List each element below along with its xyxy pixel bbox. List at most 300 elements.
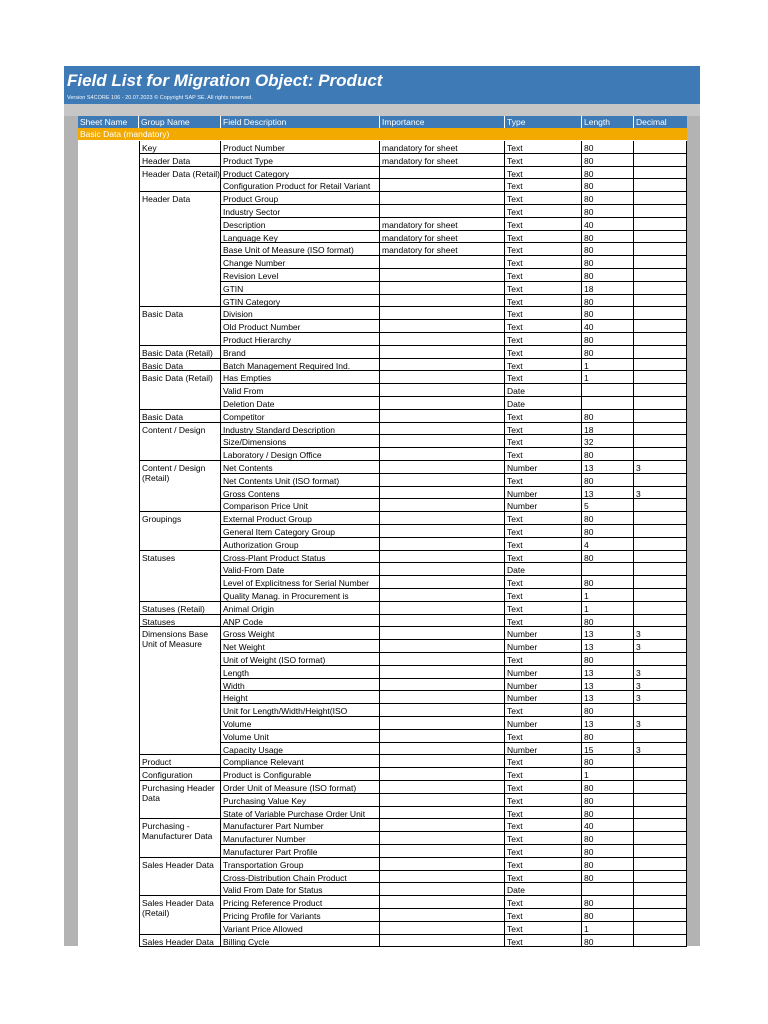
group-name-cell: Basic Data — [139, 307, 221, 345]
group-name-cell: Header Data (Retail) — [139, 167, 221, 193]
field-description-cell: Batch Management Required Ind. — [221, 359, 380, 372]
decimal-cell — [634, 179, 687, 192]
column-header-group-name: Group Name — [139, 116, 221, 128]
field-description-cell: Industry Sector — [221, 205, 380, 218]
decimal-cell — [634, 243, 687, 256]
section-basic-data-mandatory: Basic Data (mandatory) — [78, 128, 687, 140]
importance-cell — [380, 704, 505, 717]
importance-cell — [380, 551, 505, 564]
decimal-cell — [634, 295, 687, 308]
importance-cell: mandatory for sheet — [380, 141, 505, 154]
type-cell: Text — [505, 615, 582, 628]
importance-cell — [380, 474, 505, 487]
type-cell: Text — [505, 346, 582, 359]
type-cell: Number — [505, 627, 582, 640]
importance-cell — [380, 295, 505, 308]
length-cell: 1 — [582, 589, 634, 602]
length-cell: 80 — [582, 512, 634, 525]
length-cell: 80 — [582, 474, 634, 487]
importance-cell — [380, 167, 505, 180]
column-header-length: Length — [582, 116, 634, 128]
decimal-cell — [634, 307, 687, 320]
length-cell: 18 — [582, 423, 634, 436]
length-cell: 13 — [582, 691, 634, 704]
importance-cell — [380, 871, 505, 884]
length-cell: 1 — [582, 371, 634, 384]
length-cell: 80 — [582, 154, 634, 167]
group-name-cell: Sales Header Data — [139, 935, 221, 948]
decimal-cell: 3 — [634, 461, 687, 474]
decimal-cell — [634, 218, 687, 231]
group-name-cell: Sales Header Data (Retail) — [139, 896, 221, 934]
decimal-cell — [634, 551, 687, 564]
type-cell: Text — [505, 909, 582, 922]
length-cell: 80 — [582, 256, 634, 269]
length-cell: 80 — [582, 179, 634, 192]
field-description-cell: Base Unit of Measure (ISO format) — [221, 243, 380, 256]
decimal-cell — [634, 858, 687, 871]
column-header-type: Type — [505, 116, 582, 128]
importance-cell: mandatory for sheet — [380, 154, 505, 167]
decimal-cell: 3 — [634, 640, 687, 653]
decimal-cell — [634, 154, 687, 167]
importance-cell: mandatory for sheet — [380, 218, 505, 231]
type-cell: Text — [505, 333, 582, 346]
decimal-cell — [634, 576, 687, 589]
decimal-cell — [634, 832, 687, 845]
importance-cell — [380, 435, 505, 448]
type-cell: Text — [505, 781, 582, 794]
importance-cell — [380, 819, 505, 832]
field-description-cell: Valid-From Date — [221, 563, 380, 576]
decimal-cell — [634, 922, 687, 935]
length-cell: 80 — [582, 307, 634, 320]
field-description-cell: Manufacturer Number — [221, 832, 380, 845]
decimal-cell — [634, 435, 687, 448]
importance-cell — [380, 602, 505, 615]
field-description-cell: Pricing Reference Product — [221, 896, 380, 909]
field-description-cell: Net Weight — [221, 640, 380, 653]
field-description-cell: Configuration Product for Retail Variant — [221, 179, 380, 192]
group-name-cell: Key — [139, 141, 221, 154]
type-cell: Text — [505, 871, 582, 884]
field-description-cell: Billing Cycle — [221, 935, 380, 948]
length-cell: 80 — [582, 845, 634, 858]
field-description-cell: External Product Group — [221, 512, 380, 525]
length-cell: 80 — [582, 525, 634, 538]
decimal-cell — [634, 935, 687, 948]
length-cell: 80 — [582, 781, 634, 794]
importance-cell — [380, 909, 505, 922]
field-description-cell: Pricing Profile for Variants — [221, 909, 380, 922]
length-cell: 80 — [582, 871, 634, 884]
field-description-cell: Variant Price Allowed — [221, 922, 380, 935]
decimal-cell — [634, 359, 687, 372]
type-cell: Text — [505, 576, 582, 589]
decimal-cell — [634, 320, 687, 333]
field-description-cell: Cross-Distribution Chain Product — [221, 871, 380, 884]
page-header — [64, 66, 700, 104]
group-name-cell: Content / Design — [139, 423, 221, 461]
right-margin-bar — [687, 116, 700, 946]
field-description-cell: Revision Level — [221, 269, 380, 282]
type-cell: Date — [505, 883, 582, 896]
decimal-cell — [634, 512, 687, 525]
length-cell: 40 — [582, 819, 634, 832]
field-description-cell: Net Contents Unit (ISO format) — [221, 474, 380, 487]
importance-cell — [380, 397, 505, 410]
type-cell: Text — [505, 282, 582, 295]
header-divider-strip — [64, 104, 700, 116]
decimal-cell — [634, 423, 687, 436]
type-cell: Date — [505, 384, 582, 397]
importance-cell — [380, 448, 505, 461]
importance-cell — [380, 256, 505, 269]
decimal-cell — [634, 807, 687, 820]
field-description-cell: Competitor — [221, 410, 380, 423]
importance-cell — [380, 512, 505, 525]
importance-cell — [380, 768, 505, 781]
length-cell: 80 — [582, 448, 634, 461]
group-name-cell: Product — [139, 755, 221, 768]
length-cell: 15 — [582, 743, 634, 756]
length-cell: 13 — [582, 640, 634, 653]
type-cell: Text — [505, 256, 582, 269]
decimal-cell — [634, 499, 687, 512]
type-cell: Text — [505, 755, 582, 768]
field-description-cell: Authorization Group — [221, 538, 380, 551]
type-cell: Text — [505, 218, 582, 231]
field-description-cell: Valid From — [221, 384, 380, 397]
length-cell: 5 — [582, 499, 634, 512]
importance-cell — [380, 896, 505, 909]
group-name-cell: Basic Data (Retail) — [139, 346, 221, 359]
importance-cell — [380, 192, 505, 205]
group-name-cell: Dimensions Base Unit of Measure — [139, 627, 221, 755]
decimal-cell — [634, 704, 687, 717]
type-cell: Text — [505, 935, 582, 948]
importance-cell — [380, 640, 505, 653]
group-name-cell: Purchasing - Manufacturer Data — [139, 819, 221, 857]
importance-cell — [380, 832, 505, 845]
importance-cell: mandatory for sheet — [380, 231, 505, 244]
decimal-cell: 3 — [634, 743, 687, 756]
length-cell: 80 — [582, 704, 634, 717]
length-cell: 80 — [582, 410, 634, 423]
importance-cell — [380, 627, 505, 640]
importance-cell — [380, 666, 505, 679]
importance-cell — [380, 525, 505, 538]
field-description-cell: ANP Code — [221, 615, 380, 628]
decimal-cell — [634, 768, 687, 781]
importance-cell — [380, 563, 505, 576]
type-cell: Number — [505, 640, 582, 653]
length-cell — [582, 397, 634, 410]
field-description-cell: Valid From Date for Status — [221, 883, 380, 896]
importance-cell — [380, 589, 505, 602]
field-description-cell: Volume Unit — [221, 730, 380, 743]
field-description-cell: Level of Explicitness for Serial Number — [221, 576, 380, 589]
type-cell: Text — [505, 192, 582, 205]
length-cell: 80 — [582, 243, 634, 256]
type-cell: Number — [505, 666, 582, 679]
decimal-cell — [634, 269, 687, 282]
length-cell: 32 — [582, 435, 634, 448]
group-name-cell: Groupings — [139, 512, 221, 550]
type-cell: Text — [505, 231, 582, 244]
field-description-cell: Unit for Length/Width/Height(ISO — [221, 704, 380, 717]
length-cell: 80 — [582, 576, 634, 589]
type-cell: Text — [505, 307, 582, 320]
decimal-cell — [634, 167, 687, 180]
decimal-cell — [634, 871, 687, 884]
type-cell: Text — [505, 320, 582, 333]
length-cell — [582, 563, 634, 576]
importance-cell — [380, 333, 505, 346]
type-cell: Text — [505, 269, 582, 282]
type-cell: Text — [505, 768, 582, 781]
length-cell: 80 — [582, 858, 634, 871]
field-description-cell: Capacity Usage — [221, 743, 380, 756]
type-cell: Number — [505, 717, 582, 730]
field-description-cell: Product Number — [221, 141, 380, 154]
field-description-cell: Product Hierarchy — [221, 333, 380, 346]
field-description-cell: Language Key — [221, 231, 380, 244]
length-cell: 80 — [582, 755, 634, 768]
decimal-cell: 3 — [634, 717, 687, 730]
type-cell: Text — [505, 794, 582, 807]
length-cell: 1 — [582, 922, 634, 935]
type-cell: Text — [505, 704, 582, 717]
importance-cell — [380, 384, 505, 397]
length-cell: 13 — [582, 487, 634, 500]
field-description-cell: GTIN — [221, 282, 380, 295]
field-description-cell: Order Unit of Measure (ISO format) — [221, 781, 380, 794]
group-name-cell: Statuses — [139, 615, 221, 628]
importance-cell — [380, 883, 505, 896]
group-name-cell: Basic Data (Retail) — [139, 371, 221, 409]
type-cell: Number — [505, 499, 582, 512]
length-cell: 80 — [582, 192, 634, 205]
importance-cell — [380, 781, 505, 794]
field-description-cell: General Item Category Group — [221, 525, 380, 538]
type-cell: Text — [505, 602, 582, 615]
type-cell: Number — [505, 487, 582, 500]
field-description-cell: Product Group — [221, 192, 380, 205]
length-cell: 40 — [582, 320, 634, 333]
length-cell: 4 — [582, 538, 634, 551]
importance-cell — [380, 423, 505, 436]
type-cell: Text — [505, 551, 582, 564]
decimal-cell — [634, 346, 687, 359]
decimal-cell — [634, 282, 687, 295]
decimal-cell — [634, 397, 687, 410]
group-name-cell: Sales Header Data — [139, 858, 221, 896]
group-name-cell: Header Data — [139, 192, 221, 307]
decimal-cell — [634, 538, 687, 551]
importance-cell: mandatory for sheet — [380, 243, 505, 256]
group-name-cell: Content / Design (Retail) — [139, 461, 221, 512]
field-description-cell: Transportation Group — [221, 858, 380, 871]
decimal-cell — [634, 896, 687, 909]
importance-cell — [380, 755, 505, 768]
length-cell: 13 — [582, 461, 634, 474]
field-description-cell: Product Category — [221, 167, 380, 180]
type-cell: Text — [505, 807, 582, 820]
field-description-cell: Description — [221, 218, 380, 231]
field-description-cell: Old Product Number — [221, 320, 380, 333]
type-cell: Date — [505, 397, 582, 410]
importance-cell — [380, 359, 505, 372]
importance-cell — [380, 679, 505, 692]
decimal-cell — [634, 883, 687, 896]
decimal-cell — [634, 563, 687, 576]
field-description-cell: Quality Manag. in Procurement is — [221, 589, 380, 602]
type-cell: Text — [505, 922, 582, 935]
field-description-cell: Industry Standard Description — [221, 423, 380, 436]
length-cell: 80 — [582, 167, 634, 180]
type-cell: Text — [505, 474, 582, 487]
field-description-cell: Purchasing Value Key — [221, 794, 380, 807]
group-name-cell: Statuses — [139, 551, 221, 602]
field-description-cell: Manufacturer Part Profile — [221, 845, 380, 858]
decimal-cell — [634, 781, 687, 794]
type-cell: Text — [505, 448, 582, 461]
decimal-cell: 3 — [634, 627, 687, 640]
length-cell: 13 — [582, 666, 634, 679]
decimal-cell — [634, 256, 687, 269]
group-name-cell: Statuses (Retail) — [139, 602, 221, 615]
type-cell: Text — [505, 435, 582, 448]
decimal-cell — [634, 474, 687, 487]
length-cell: 80 — [582, 896, 634, 909]
length-cell: 80 — [582, 935, 634, 948]
decimal-cell — [634, 410, 687, 423]
field-description-cell: State of Variable Purchase Order Unit — [221, 807, 380, 820]
decimal-cell — [634, 525, 687, 538]
type-cell: Text — [505, 819, 582, 832]
importance-cell — [380, 743, 505, 756]
length-cell: 13 — [582, 717, 634, 730]
importance-cell — [380, 179, 505, 192]
type-cell: Number — [505, 743, 582, 756]
importance-cell — [380, 499, 505, 512]
field-description-cell: Width — [221, 679, 380, 692]
group-name-cell: Purchasing Header Data — [139, 781, 221, 819]
type-cell: Text — [505, 359, 582, 372]
importance-cell — [380, 487, 505, 500]
length-cell — [582, 883, 634, 896]
importance-cell — [380, 922, 505, 935]
type-cell: Text — [505, 858, 582, 871]
decimal-cell — [634, 909, 687, 922]
field-description-cell: Animal Origin — [221, 602, 380, 615]
type-cell: Text — [505, 154, 582, 167]
length-cell: 80 — [582, 205, 634, 218]
field-description-cell: Product is Configurable — [221, 768, 380, 781]
version-copyright: Version S4CORE 106 - 20.07.2023 © Copyright SAP SE. All rights reserved. — [67, 95, 253, 101]
field-description-cell: Size/Dimensions — [221, 435, 380, 448]
type-cell: Text — [505, 141, 582, 154]
decimal-cell: 3 — [634, 666, 687, 679]
length-cell: 1 — [582, 602, 634, 615]
length-cell: 13 — [582, 679, 634, 692]
field-description-cell: Volume — [221, 717, 380, 730]
decimal-cell: 3 — [634, 679, 687, 692]
group-name-cell: Basic Data — [139, 359, 221, 372]
decimal-cell: 3 — [634, 691, 687, 704]
field-description-cell: Cross-Plant Product Status — [221, 551, 380, 564]
length-cell: 80 — [582, 295, 634, 308]
length-cell: 80 — [582, 615, 634, 628]
length-cell: 18 — [582, 282, 634, 295]
decimal-cell — [634, 819, 687, 832]
length-cell: 80 — [582, 832, 634, 845]
field-description-cell: Height — [221, 691, 380, 704]
field-description-cell: Comparison Price Unit — [221, 499, 380, 512]
decimal-cell — [634, 615, 687, 628]
importance-cell — [380, 794, 505, 807]
importance-cell — [380, 615, 505, 628]
importance-cell — [380, 845, 505, 858]
length-cell: 80 — [582, 794, 634, 807]
decimal-cell — [634, 755, 687, 768]
field-description-cell: Division — [221, 307, 380, 320]
field-description-cell: Net Contents — [221, 461, 380, 474]
importance-cell — [380, 371, 505, 384]
decimal-cell — [634, 205, 687, 218]
length-cell: 80 — [582, 346, 634, 359]
type-cell: Text — [505, 525, 582, 538]
decimal-cell — [634, 192, 687, 205]
decimal-cell — [634, 384, 687, 397]
type-cell: Text — [505, 295, 582, 308]
type-cell: Number — [505, 691, 582, 704]
length-cell: 13 — [582, 627, 634, 640]
field-description-cell: Has Empties — [221, 371, 380, 384]
field-description-cell: Product Type — [221, 154, 380, 167]
length-cell: 80 — [582, 333, 634, 346]
field-description-cell: GTIN Category — [221, 295, 380, 308]
importance-cell — [380, 282, 505, 295]
length-cell: 80 — [582, 141, 634, 154]
decimal-cell — [634, 333, 687, 346]
length-cell: 80 — [582, 807, 634, 820]
type-cell: Number — [505, 679, 582, 692]
group-name-cell: Header Data — [139, 154, 221, 167]
length-cell: 40 — [582, 218, 634, 231]
importance-cell — [380, 538, 505, 551]
field-description-cell: Gross Contens — [221, 487, 380, 500]
decimal-cell: 3 — [634, 487, 687, 500]
field-description-cell: Deletion Date — [221, 397, 380, 410]
decimal-cell — [634, 602, 687, 615]
type-cell: Text — [505, 896, 582, 909]
column-header-row — [78, 116, 687, 128]
decimal-cell — [634, 371, 687, 384]
length-cell: 80 — [582, 653, 634, 666]
decimal-cell — [634, 231, 687, 244]
column-header-decimal: Decimal — [636, 117, 667, 127]
importance-cell — [380, 730, 505, 743]
type-cell: Text — [505, 512, 582, 525]
importance-cell — [380, 653, 505, 666]
field-description-cell: Brand — [221, 346, 380, 359]
type-cell: Text — [505, 205, 582, 218]
decimal-cell — [634, 589, 687, 602]
importance-cell — [380, 307, 505, 320]
field-description-cell: Manufacturer Part Number — [221, 819, 380, 832]
